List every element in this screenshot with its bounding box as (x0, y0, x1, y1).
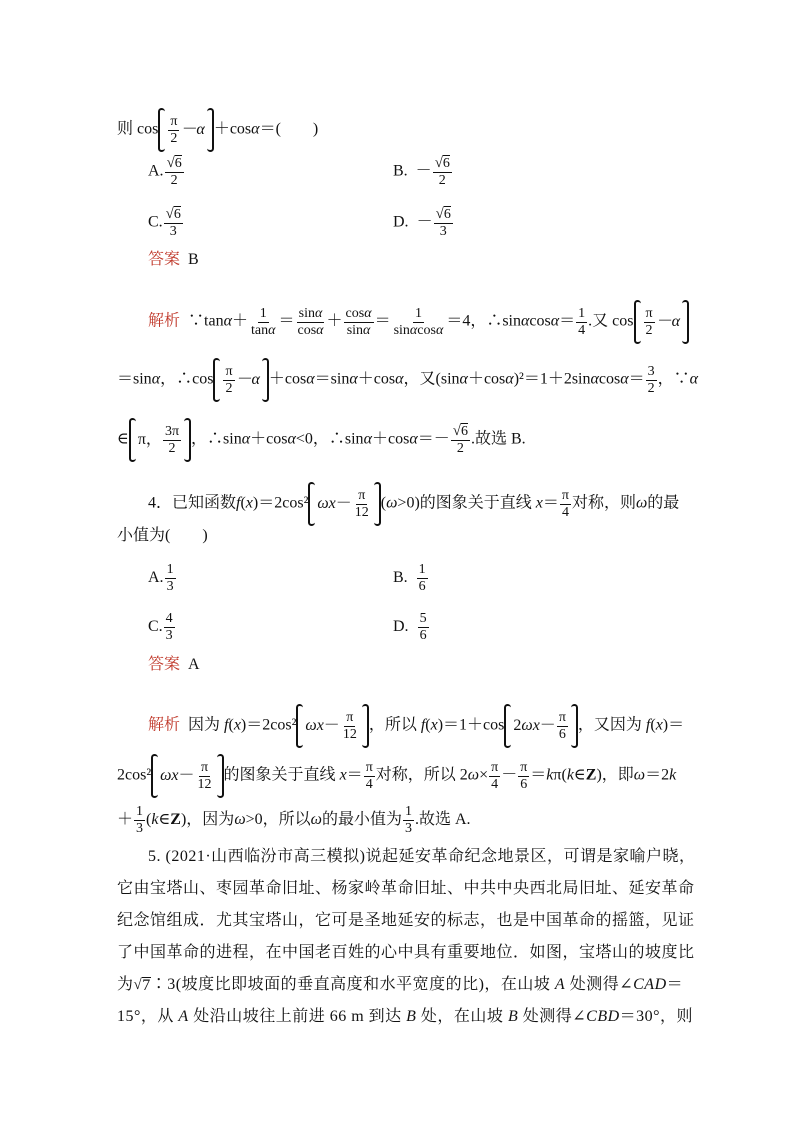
q4-option-b: B. $\frac{1}{6}$ (393, 562, 426, 594)
analysis-label: 解析 (148, 716, 181, 734)
q3-analysis-line3: ∈ π， $\frac{3\pi}{2}$ ，∴sinα＋cosα<0，∴sinα＋cosα＝－ √ 6 2 .故选 B. (117, 418, 793, 462)
q4-stem-line2: 小值为( ) (117, 527, 208, 544)
q3-option-d: D. － √ 6 3 (393, 206, 451, 239)
q3-option-b: B. － √ 6 2 (393, 155, 450, 188)
q5-line6: 15°，从 A 处沿山坡往上前进 66 m 到达 B 处，在山坡 B 处测得∠CBD＝30°，则 (117, 1008, 694, 1025)
q4-analysis-line1: 解析 因为 f(x)＝2cos² ωx － $\frac{\pi}{12}$ ，所以 f(x)＝1＋cos 2 ωx － $\frac{\pi}{6}$ ，又因为 f(x)＝ (148, 704, 793, 748)
q3-option-a: A. √ 6 2 (148, 155, 182, 188)
q5-line4: 了中国革命的进程，在中国老百姓的心中具有重要地位．如图，宝塔山的坡度比 (117, 944, 695, 961)
q4-option-c: C. $\frac{4}{3}$ (148, 611, 173, 643)
q3-stem: 则 cos $\frac{\pi}{2}$ －α ＋cosα＝( ) (117, 108, 793, 152)
paren-group: $\frac{\pi}{2}$ －α (158, 108, 213, 152)
answer-label: 答案 (148, 251, 181, 268)
q5-line1: 5. (2021·山西临汾市高三模拟)说起延安革命纪念地景区，可谓是家喻户晓， (148, 848, 696, 865)
q4-option-d: D. $\frac{5}{6}$ (393, 611, 427, 643)
q3-option-c: C. √ 6 3 (148, 206, 181, 239)
q4-analysis-line3: ＋ $\frac{1}{3}$ (k∈Z)，因为ω>0，所以ω的最小值为 $\frac{1}{3}$ .故选 A. (117, 804, 471, 836)
q3-answer: 答案 B (148, 251, 199, 268)
q4-option-a: A. $\frac{1}{3}$ (148, 562, 174, 594)
analysis-label: 解析 (148, 312, 181, 330)
q5-line2: 它由宝塔山、枣园革命旧址、杨家岭革命旧址、中共中央西北局旧址、延安革命 (117, 880, 695, 897)
q3-analysis-line2: ＝sinα，∴cos $\frac{\pi}{2}$ －α ＋cosα＝sinα＋cosα，又(sinα＋cosα)²＝1＋2sinαcosα＝ $\frac{3}{2}$ ，∵α (117, 358, 793, 402)
answer-label: 答案 (148, 656, 181, 673)
q3-analysis-line1: 解析 ∵tanα＋ $\frac{1}{\tan\alpha}$ ＝ $\frac{\sin\alpha}{\cos\alpha}$ ＋ $\frac{\cos\alpha}{\sin\alpha}$ ＝ $\frac{1}{\sin\alpha\cos\alpha}$ ＝4，∴sinαcosα＝ $\frac{1}{4}$ .又 cos $\frac{\pi}{2}$ －α (148, 300, 793, 344)
q4-stem: 4．已知函数f(x)＝2cos² ωx － $\frac{\pi}{12}$ (ω>0)的图象关于直线 x＝ $\frac{\pi}{4}$ 对称，则ω的最 (148, 482, 793, 526)
q5-line5: 为 √ 7 ∶3(坡度比即坡面的垂直高度和水平宽度的比)，在山坡 A 处测得∠CAD＝ (117, 976, 684, 994)
q5-line3: 纪念馆组成．尤其宝塔山，它可是圣地延安的标志，也是中国革命的摇篮，见证 (117, 912, 695, 929)
q4-answer: 答案 A (148, 656, 200, 673)
q4-analysis-line2: 2cos² ωx － $\frac{\pi}{12}$ 的图象关于直线 x＝ $\frac{\pi}{4}$ 对称，所以 2ω× $\frac{\pi}{4}$ － $\frac{\pi}{6}$ ＝kπ(k∈Z)，即ω＝2k (117, 754, 793, 798)
